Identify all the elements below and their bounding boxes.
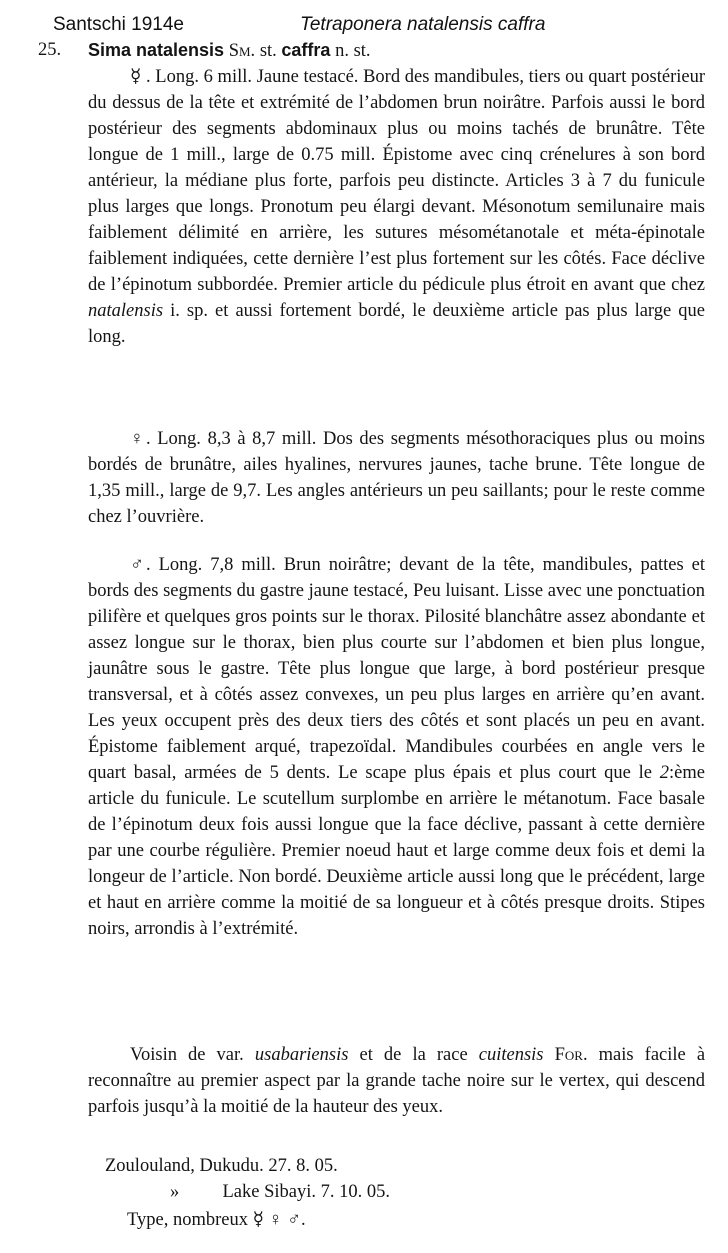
worker-italic: natalensis bbox=[88, 301, 164, 321]
reference-label: Santschi 1914e bbox=[53, 14, 184, 35]
species-label: Tetraponera natalensis caffra bbox=[300, 14, 546, 35]
remarks-text-2: et de la race bbox=[359, 1045, 468, 1065]
remarks-paragraph bbox=[88, 1042, 705, 1120]
worker-symbol: ☿ bbox=[130, 67, 142, 87]
ditto-mark: » bbox=[170, 1182, 180, 1202]
entry-number: 25. bbox=[38, 40, 62, 60]
remarks-text-3: mais facile à reconnaître au premier aspect par la grande tache noire sur le vertex, qui descend parfois jusqu’à la moitié de la hauteur des yeux. bbox=[88, 1045, 706, 1117]
author-abbrev: Sm. bbox=[228, 41, 256, 61]
rank-abbrev: st. bbox=[259, 41, 277, 61]
worker-text-1: . Long. 6 mill. Jaune testacé. Bord des mandibules, tiers ou quart postérieur du dessus de la tête et extrémité de l’abdomen brun noirâtre. Parfois aussi le bord postérieur des segments abdominaux plus ou moins tachés de brunâtre. Tête longue de 1 mill., large de 0.75 mill. Épistome avec cinq crénelures à son bord antérieur, la médiane plus forte, parfois peu distincte. Articles 3 à 7 du funicule plus larges que longs. Pronotum peu élargi devant. Mésonotum semilunaire mais faiblement délimité en arrière, les sutures mésométanotale et méta-épinotale faiblement indiquées, cette dernière l’est plus fortement sur les côtés. Face déclive de l’épinotum subbordée. Premier article du pédicule plus étroit en avant que chez bbox=[88, 67, 705, 295]
remarks-text-1: Voisin de var. bbox=[130, 1045, 244, 1065]
queen-text: . Long. 8,3 à 8,7 mill. Dos des segments mésothoraciques plus ou moins bordés de brunâtre, ailes hyalines, nervures jaunes, tache brune. Tête longue de 1,35 mill., large de 9,7. Les angles antérieurs un peu saillants; pour le reste comme chez l’ouvrière. bbox=[88, 429, 705, 527]
worker-description bbox=[88, 64, 705, 350]
remarks-italic-2: cuitensis bbox=[478, 1045, 544, 1065]
locality-line-2 bbox=[170, 1182, 390, 1203]
remarks-italic-1: usabariensis bbox=[254, 1045, 349, 1065]
male-description bbox=[88, 552, 705, 942]
taxon-status: n. st. bbox=[335, 41, 371, 61]
locality-text-2: Lake Sibayi. 7. 10. 05. bbox=[222, 1182, 391, 1202]
taxon-name: caffra bbox=[281, 40, 331, 60]
genus-species: Sima natalensis bbox=[88, 40, 225, 60]
type-material-line: Type, nombreux ☿ ♀ ♂. bbox=[127, 1210, 306, 1230]
male-text-1: . Long. 7,8 mill. Brun noirâtre; devant de la tête, mandibules, pattes et bords des segments du gastre jaune testacé, Peu luisant. Lisse avec une ponctuation pilifère et quelques gros points sur le thorax. Pilosité blanchâtre assez abondante et assez longue sur le thorax, bien plus courte sur l’abdomen et bien plus longue, jaunâtre sous le gastre. Tête plus longue que large, à bord postérieur presque transversal, et à côtés assez convexes, un peu plus larges en arrière qu’en avant. Les yeux occupent près des deux tiers des côtés et sont placés un peu en avant. Épistome faiblement arqué, trapezoïdal. Mandibules courbées en angle vers le quart basal, armées de 5 dents. Le scape plus épais et plus court que le bbox=[88, 555, 705, 783]
queen-description bbox=[88, 426, 705, 530]
locality-line-1: Zoulouland, Dukudu. 27. 8. 05. bbox=[105, 1156, 338, 1176]
remarks-author: For. bbox=[554, 1045, 588, 1065]
male-text-2: :ème article du funicule. Le scutellum surplombe en arrière le métanotum. Face basale de l’épinotum deux fois aussi longue que la face déclive, passant à cette dernière par une courbe régulière. Premier noeud haut et large comme deux fois et demi la longeur de l’article. Non bordé. Deuxième article aussi long que le précédent, large et haut en arrière comme la moitié de sa longueur et à côtés presque droits. Stipes noirs, arrondis à l’extrémité. bbox=[88, 763, 705, 939]
male-italic: 2 bbox=[659, 763, 670, 783]
queen-symbol: ♀ bbox=[130, 429, 144, 449]
worker-text-2: i. sp. et aussi fortement bordé, le deuxième article pas plus large que long. bbox=[88, 301, 705, 347]
male-symbol: ♂ bbox=[130, 555, 144, 575]
entry-title bbox=[88, 40, 371, 62]
